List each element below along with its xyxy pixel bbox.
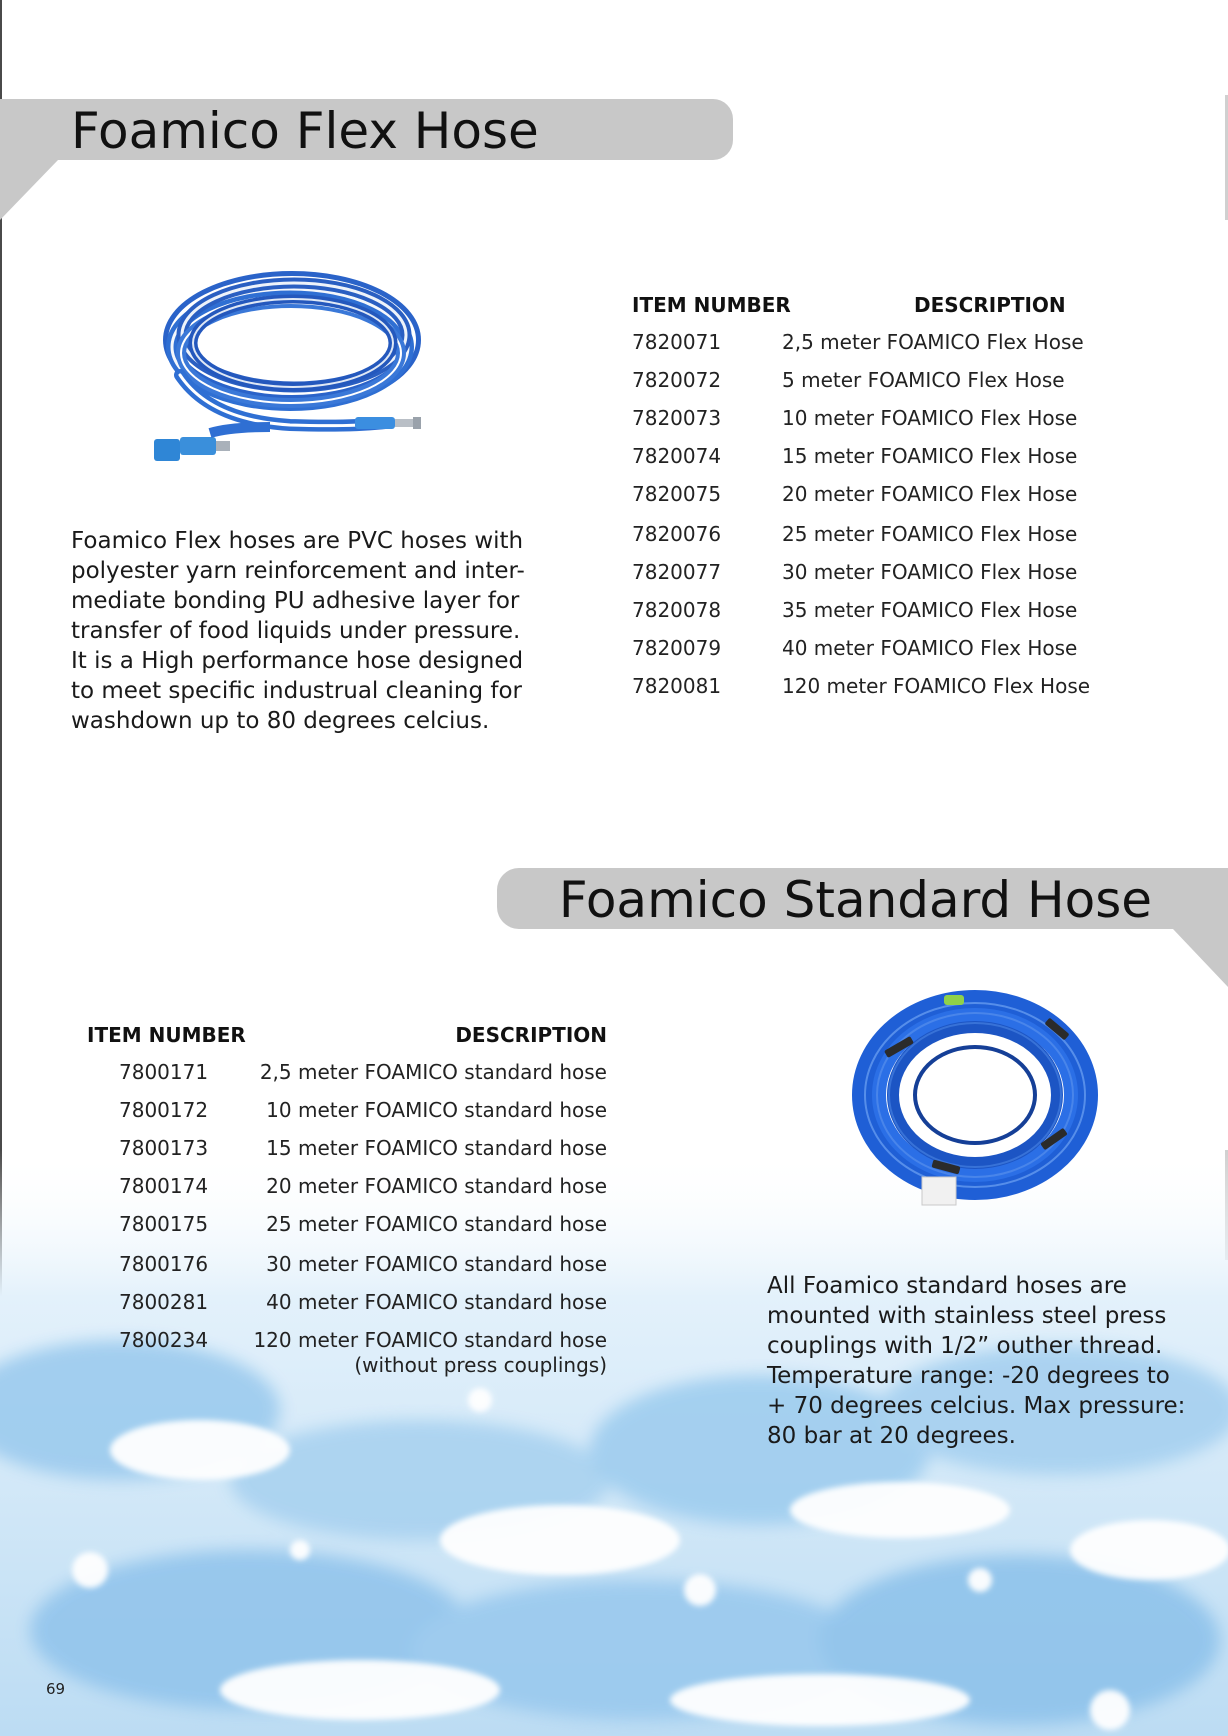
banner-fold <box>0 160 58 220</box>
item-description: 25 meter FOAMICO Flex Hose <box>782 522 1078 546</box>
item-description: 15 meter FOAMICO standard hose <box>266 1136 607 1160</box>
standard-hose-description: All Foamico standard hoses are mounted with stainless steel press couplings with 1/2” outher thread. Temperature range: -20 degrees to + 70 degrees celcius. Max pressure: 80 bar at 20 degrees. <box>767 1273 1186 1449</box>
item-description: 20 meter FOAMICO Flex Hose <box>782 482 1078 506</box>
item-number: 7820071 <box>632 330 722 354</box>
item-number: 7820072 <box>632 368 722 392</box>
item-number: 7800171 <box>119 1060 209 1084</box>
page-number: 69 <box>46 1680 66 1698</box>
flex-hose-title: Foamico Flex Hose <box>71 102 539 160</box>
column-header-description: DESCRIPTION <box>455 1023 607 1047</box>
item-number: 7820077 <box>632 560 722 584</box>
item-description: 10 meter FOAMICO standard hose <box>266 1098 607 1122</box>
item-description: 30 meter FOAMICO Flex Hose <box>782 560 1078 584</box>
item-number: 7820076 <box>632 522 722 546</box>
item-description: 2,5 meter FOAMICO standard hose <box>259 1060 607 1084</box>
item-description: 15 meter FOAMICO Flex Hose <box>782 444 1078 468</box>
item-number: 7800234 <box>119 1328 209 1352</box>
item-description: 20 meter FOAMICO standard hose <box>266 1174 607 1198</box>
item-number: 7820078 <box>632 598 722 622</box>
item-description: 25 meter FOAMICO standard hose <box>266 1212 607 1236</box>
column-header-item-number: ITEM NUMBER <box>87 1023 246 1047</box>
item-number: 7820074 <box>632 444 722 468</box>
standard-hose-photo <box>850 985 1100 1220</box>
column-header-item-number: ITEM NUMBER <box>632 293 791 317</box>
item-description: 35 meter FOAMICO Flex Hose <box>782 598 1078 622</box>
flex-hose-table <box>632 290 1132 710</box>
standard-hose-title: Foamico Standard Hose <box>558 871 1152 929</box>
item-number: 7800281 <box>119 1290 209 1314</box>
item-number: 7800172 <box>119 1098 209 1122</box>
item-number: 7820075 <box>632 482 722 506</box>
item-number: 7800175 <box>119 1212 209 1236</box>
item-description: 120 meter FOAMICO standard hose <box>253 1328 607 1352</box>
item-description: 30 meter FOAMICO standard hose <box>266 1252 607 1276</box>
item-description: 2,5 meter FOAMICO Flex Hose <box>782 330 1084 354</box>
item-number: 7820079 <box>632 636 722 660</box>
standard-hose-table <box>87 1020 607 1390</box>
table-row-note: (without press couplings) <box>354 1353 607 1377</box>
column-header-description: DESCRIPTION <box>914 293 1066 317</box>
flex-hose-photo <box>150 255 435 470</box>
item-number: 7820081 <box>632 674 722 698</box>
item-number: 7820073 <box>632 406 722 430</box>
item-description: 120 meter FOAMICO Flex Hose <box>782 674 1091 698</box>
item-description: 10 meter FOAMICO Flex Hose <box>782 406 1078 430</box>
banner-fold <box>1173 929 1228 987</box>
item-description: 40 meter FOAMICO standard hose <box>266 1290 607 1314</box>
item-description: 40 meter FOAMICO Flex Hose <box>782 636 1078 660</box>
flex-hose-description: Foamico Flex hoses are PVC hoses with polyester yarn reinforcement and inter-mediate bonding PU adhesive layer for transfer of food liquids under pressure. It is a High performance hose designed to meet specific industrual cleaning for washdown up to 80 degrees celcius. <box>71 528 525 734</box>
item-description: 5 meter FOAMICO Flex Hose <box>782 368 1065 392</box>
item-number: 7800176 <box>119 1252 209 1276</box>
item-number: 7800174 <box>119 1174 209 1198</box>
item-number: 7800173 <box>119 1136 209 1160</box>
